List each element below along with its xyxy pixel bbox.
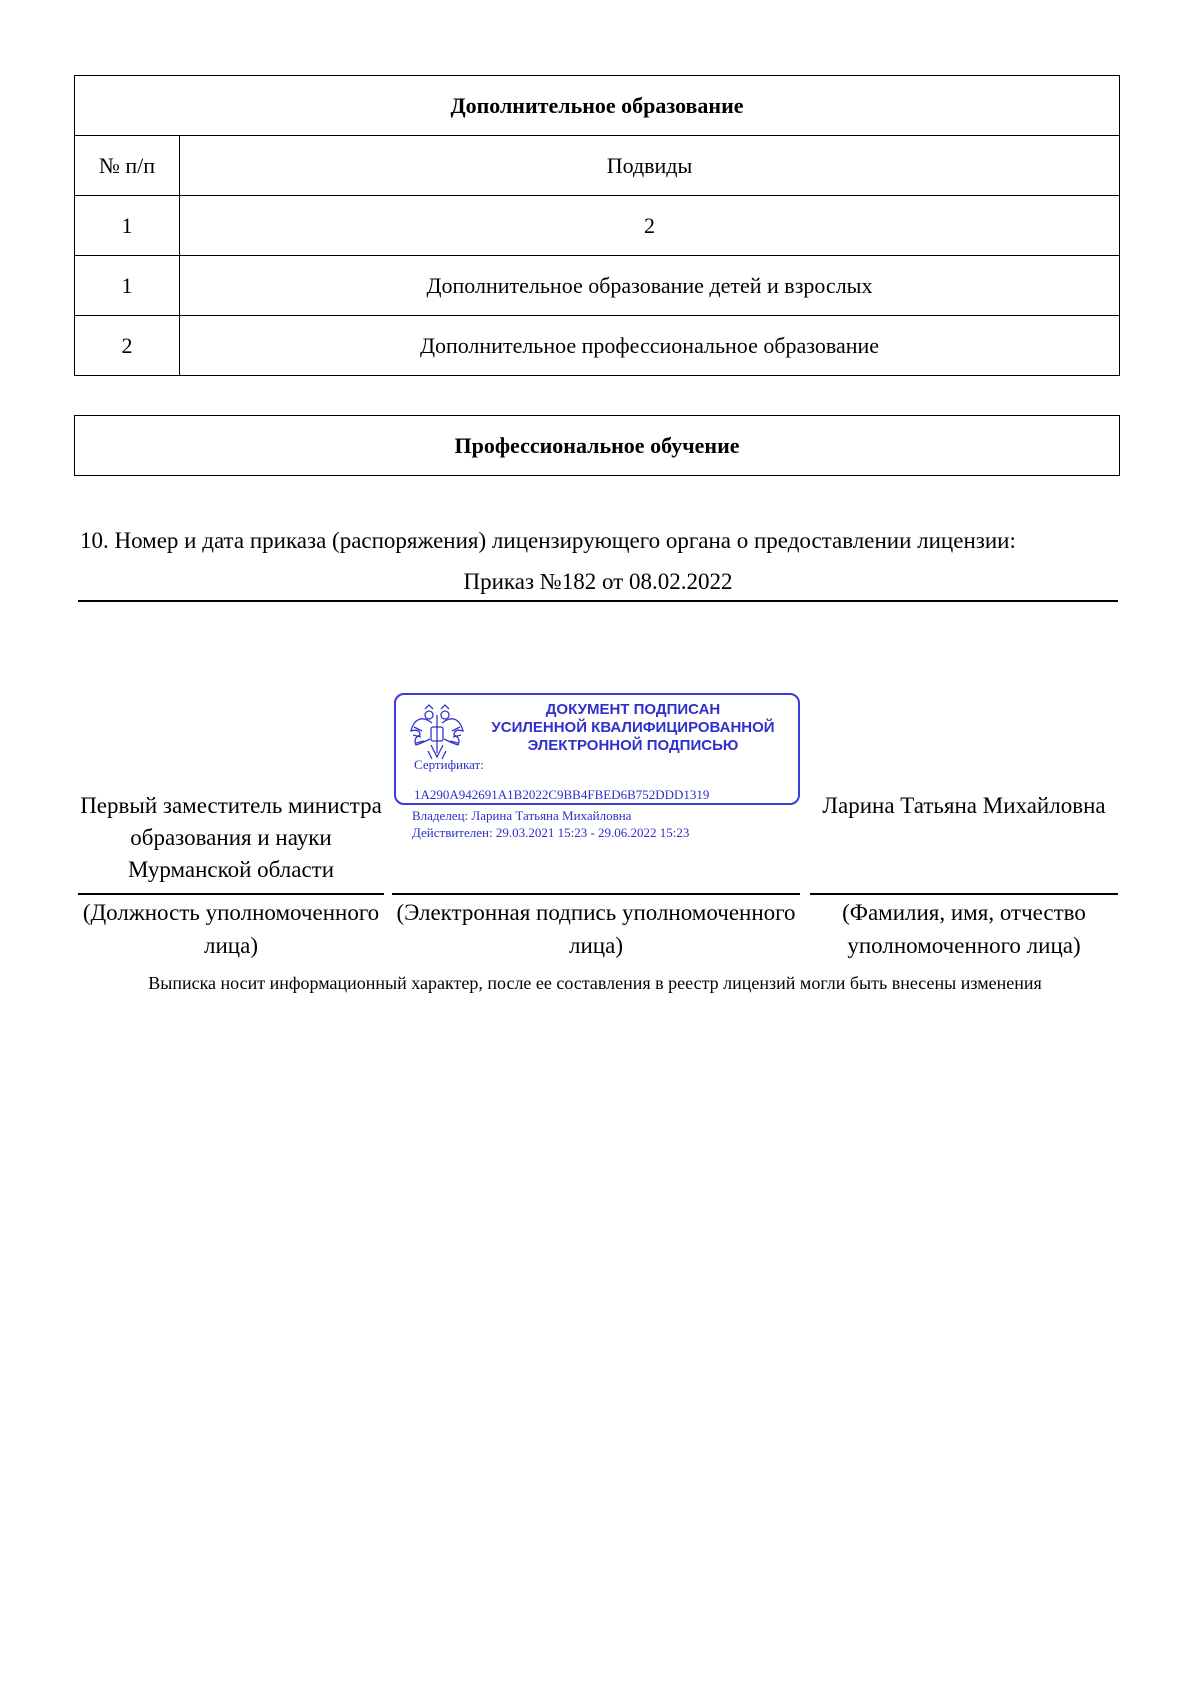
- table-row: [75, 316, 1120, 376]
- column-header-number: № п/п: [75, 136, 180, 196]
- item-10-text: 10. Номер и дата приказа (распоряжения) лицензирующего органа о предоставлении лицензии:: [80, 528, 1016, 553]
- certificate-owner: Владелец: Ларина Татьяна Михайловна: [412, 808, 632, 823]
- professional-training-title: Профессиональное обучение: [454, 432, 740, 458]
- caption-signature: (Электронная подпись уполномоченного лица): [396, 900, 796, 958]
- signer-full-name: Ларина Татьяна Михайловна: [822, 793, 1106, 818]
- stamp-header-line-1: ДОКУМЕНТ ПОДПИСАН: [545, 701, 721, 718]
- table-title: Дополнительное образование: [75, 76, 1120, 136]
- coat-of-arms-icon: [408, 701, 466, 763]
- column-header-subtypes: Подвиды: [180, 136, 1120, 196]
- stamp-header-line-3: ЭЛЕКТРОННОЙ ПОДПИСЬЮ: [527, 737, 739, 754]
- row-name: Дополнительное образование детей и взрослых: [180, 256, 1120, 316]
- name-line: [810, 893, 1118, 895]
- caption-name: (Фамилия, имя, отчество уполномоченного лица): [842, 900, 1086, 958]
- row-number: 1: [75, 256, 180, 316]
- additional-education-table: [74, 75, 1120, 376]
- professional-training-box: [74, 415, 1120, 476]
- signature-line: [392, 893, 800, 895]
- row-number: 2: [75, 316, 180, 376]
- caption-position: (Должность уполномоченного лица): [82, 900, 380, 958]
- position-line: [78, 893, 384, 895]
- electronic-signature-stamp: [394, 693, 800, 805]
- order-number: Приказ №182 от 08.02.2022: [463, 569, 733, 594]
- table-row: [75, 256, 1120, 316]
- signer-position: Первый заместитель министра образования и науки Мурманской области: [80, 793, 382, 882]
- column-index-subtypes: 2: [180, 196, 1120, 256]
- stamp-header-line-2: УСИЛЕННОЙ КВАЛИФИЦИРОВАННОЙ: [491, 719, 775, 736]
- certificate-label: Сертификат:: [414, 757, 484, 772]
- footer-note: Выписка носит информационный характер, после ее составления в реестр лицензий могли быть внесены изменения: [148, 973, 1042, 993]
- stamp-header: [474, 701, 792, 755]
- order-underline: [78, 600, 1118, 602]
- certificate-number: 1A290A942691A1B2022C9BB4FBED6B752DDD1319: [414, 787, 710, 802]
- certificate-validity: Действителен: 29.03.2021 15:23 - 29.06.2022 15:23: [412, 825, 690, 840]
- row-name: Дополнительное профессиональное образование: [180, 316, 1120, 376]
- column-index-number: 1: [75, 196, 180, 256]
